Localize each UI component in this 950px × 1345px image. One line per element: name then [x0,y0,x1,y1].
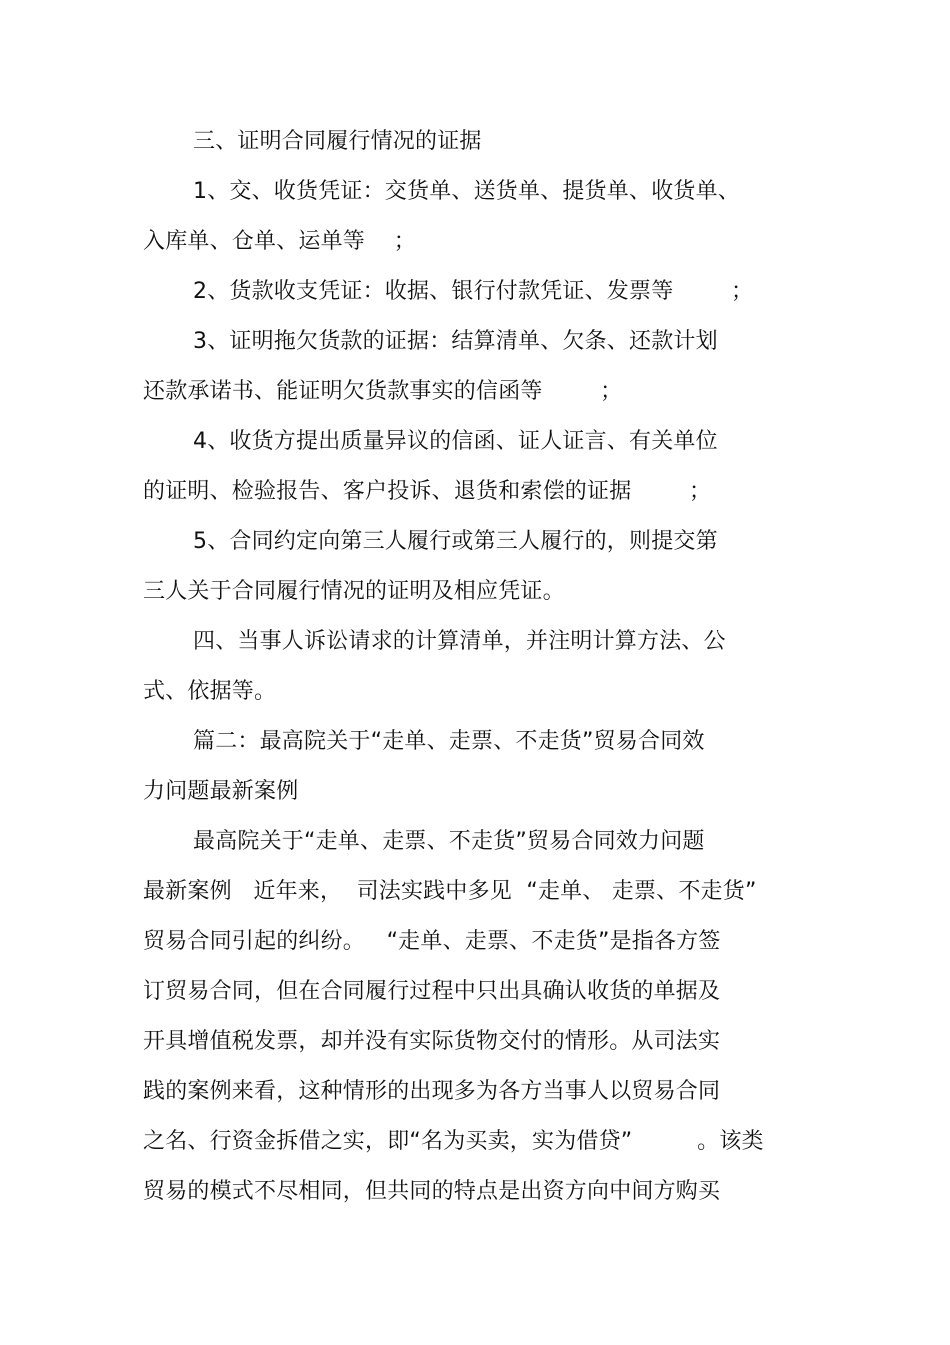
paragraph-line: 三人关于合同履行情况的证明及相应凭证。 [143,579,565,604]
paragraph-line: 之名、行资金拆借之实，即“名为买卖，实为借贷” 。该类 [143,1129,764,1154]
paragraph-line: 开具增值税发票，却并没有实际货物交付的情形。从司法实 [143,1029,721,1054]
paragraph-line: 5、合同约定向第三人履行或第三人履行的，则提交第 [193,529,718,554]
paragraph-line: 践的案例来看，这种情形的出现多为各方当事人以贸易合同 [143,1079,721,1104]
paragraph-line: 2、货款收支凭证：收据、银行付款凭证、发票等 ； [193,279,754,304]
paragraph-line: 入库单、仓单、运单等 ； [143,229,416,254]
paragraph-line: 4、收货方提出质量异议的信函、证人证言、有关单位 [193,429,718,454]
paragraph-line: 还款承诺书、能证明欠货款事实的信函等 ； [143,379,623,404]
paragraph-line: 订贸易合同，但在合同履行过程中只出具确认收货的单据及 [143,979,721,1004]
paragraph-line: 贸易的模式不尽相同，但共同的特点是出资方向中间方购买 [143,1179,721,1204]
section-heading-3: 三、证明合同履行情况的证据 [193,129,482,154]
section-heading-4: 四、当事人诉讼请求的计算清单，并注明计算方法、公 [193,629,726,654]
paragraph-line: 贸易合同引起的纠纷。 “走单、走票、不走货”是指各方签 [143,929,721,954]
paragraph-line: 3、证明拖欠货款的证据：结算清单、欠条、还款计划 [193,329,718,354]
article-title: 篇二：最高院关于“走单、走票、不走货”贸易合同效 [193,729,705,754]
paragraph-line: 的证明、检验报告、客户投诉、退货和索偿的证据 ； [143,479,712,504]
paragraph-line: 最新案例 近年来， 司法实践中多见 “走单、 走票、不走货” [143,879,757,904]
article-title: 力问题最新案例 [143,779,299,804]
paragraph-line: 最高院关于“走单、走票、不走货”贸易合同效力问题 [193,829,705,854]
paragraph-line: 式、依据等。 [143,679,277,704]
paragraph-line: 1、交、收货凭证：交货单、送货单、提货单、收货单、 [193,179,740,204]
